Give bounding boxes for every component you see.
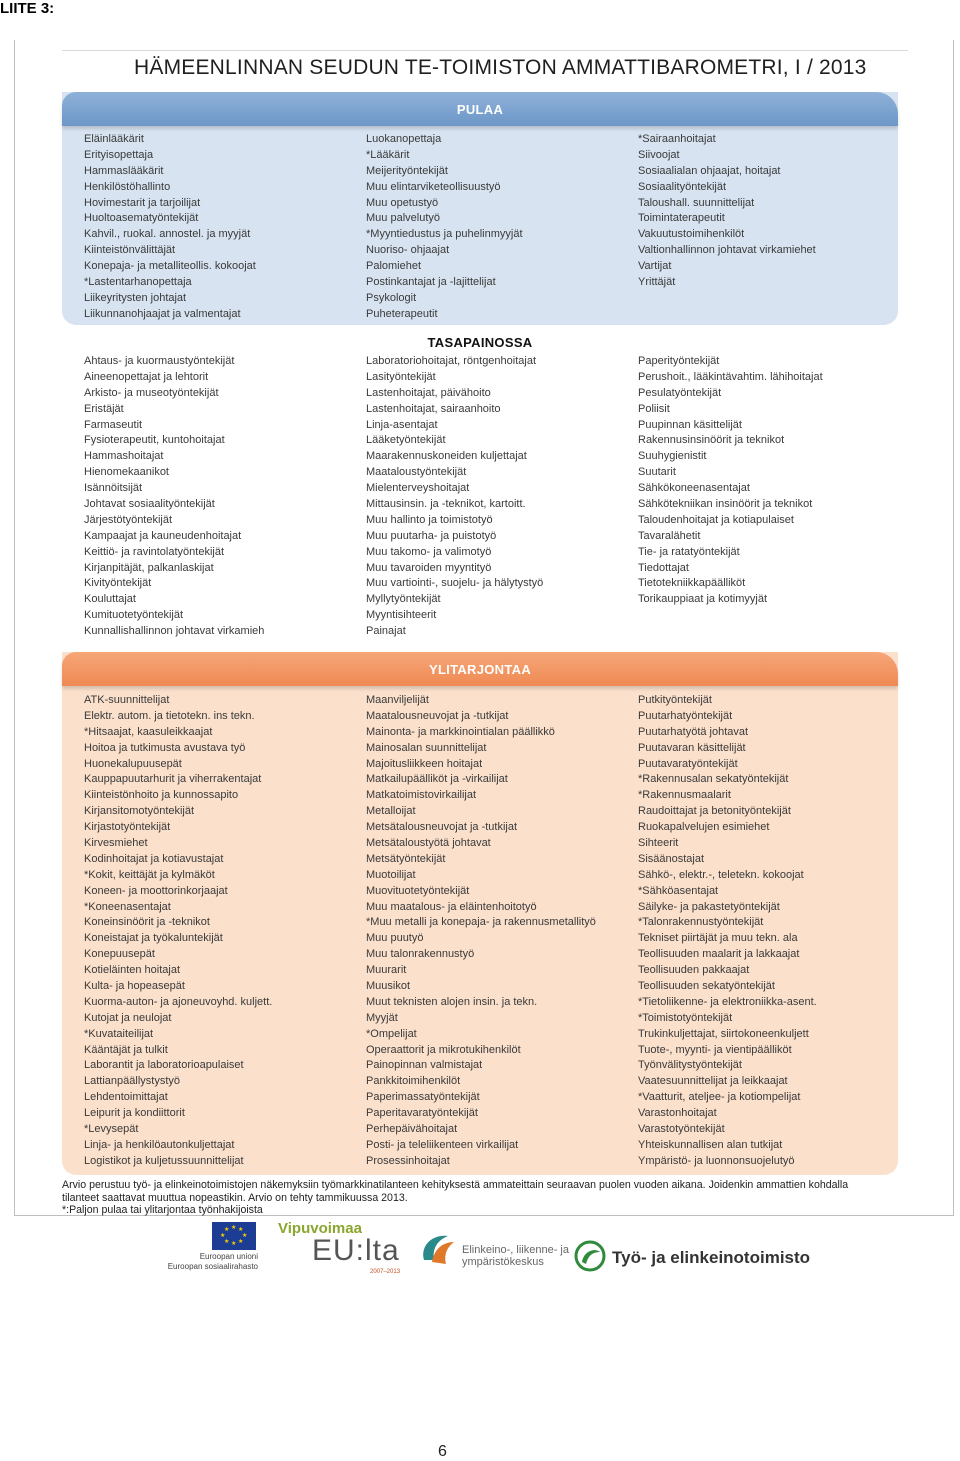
occupation-item: Työnvälitystyöntekijät	[638, 1059, 742, 1072]
section-ylitarjontaa	[62, 652, 898, 1175]
occupation-item: Raudoittajat ja betonityöntekijät	[638, 805, 791, 818]
occupation-item: *Vaatturit, ateljee- ja kotiompelijat	[638, 1091, 801, 1104]
occupation-item: Kuorma-auton- ja ajoneuvoyhd. kuljett.	[84, 995, 273, 1008]
occupation-item: Sihteerit	[638, 837, 679, 850]
occupation-item: Aineenopettajat ja lehtorit	[84, 370, 209, 383]
occupation-item: Kunnallishallinnon johtavat virkamieh	[84, 625, 265, 638]
occupation-item: Laboratoriohoitajat, röntgenhoitajat	[366, 355, 537, 367]
occupation-item: *Tietoliikenne- ja elektroniikka-asent.	[638, 995, 817, 1008]
occupation-item: Luokanopettaja	[366, 133, 442, 145]
occupation-item: Trukinkuljettajat, siirtokoneenkuljett	[638, 1027, 809, 1040]
pulaa-column-3	[638, 132, 816, 291]
footnote-line-1: Arvio perustuu työ- ja elinkeinotoimistojen näkemyksiin työmarkkinatilanteen kehityksestä ammateittain seuraavan puolen vuoden aikana. Joidenkin ammattien kohdalla	[62, 1179, 849, 1191]
occupation-item: Teollisuuden maalarit ja lakkaajat	[638, 948, 800, 961]
occupation-item: Kutojat ja neulojat	[84, 1011, 172, 1024]
occupation-item: Tie- ja ratatyöntekijät	[638, 545, 740, 558]
occupation-item: Muu puutarha- ja puistotyö	[366, 529, 497, 542]
footnote-line-2: tilanteet saattavat muuttua nopeastikin. Arvio on tehty tammikuussa 2013.	[62, 1191, 408, 1204]
occupation-item: Koneen- ja moottorinkorjaajat	[84, 884, 228, 897]
occupation-item: Muurarit	[366, 964, 407, 977]
occupation-item: Kirvesmiehet	[84, 837, 148, 850]
occupation-item: Tekniset piirtäjät ja muu tekn. ala	[638, 932, 798, 945]
ely-line-1: Elinkeino-, liikenne- ja	[462, 1244, 569, 1256]
occupation-item: Metsätaloustyötä johtavat	[366, 837, 491, 850]
occupation-item: Sähkötekniikan insinöörit ja teknikot	[638, 498, 813, 511]
occupation-item: Muusikot	[366, 980, 411, 993]
occupation-item: Konepaja- ja metalliteollis. kokoojat	[84, 260, 256, 273]
occupation-item: Muu palvelutyö	[366, 212, 440, 225]
occupation-item: Muu takomo- ja valimotyö	[366, 545, 492, 558]
occupation-item: Lääketyöntekijät	[366, 434, 446, 447]
occupation-item: Maatalousneuvojat ja -tutkijat	[366, 709, 509, 722]
occupation-item: Lattianpäällystystyö	[84, 1075, 180, 1088]
occupation-item: Paperimassatyöntekijät	[366, 1091, 480, 1104]
tasapainossa-column-1	[84, 354, 264, 640]
occupation-item: Lastenhoitajat, sairaanhoito	[366, 402, 501, 415]
occupation-item: Psykologit	[366, 291, 417, 304]
occupation-item: Vakuutustoimihenkilöt	[638, 228, 745, 241]
occupation-item: Myyjät	[366, 1011, 398, 1024]
occupation-item: *Koneenasentajat	[84, 900, 171, 913]
ylitarjontaa-column-2	[366, 693, 596, 1170]
occupation-item: *Toimistotyöntekijät	[638, 1011, 733, 1024]
occupation-item: Arkisto- ja museotyöntekijät	[84, 386, 219, 399]
occupation-item: Sosiaalialan ohjaajat, hoitajat	[638, 164, 781, 177]
occupation-item: Puupinnan käsittelijät	[638, 418, 742, 431]
occupation-item: Lasityöntekijät	[366, 370, 436, 383]
occupation-item: Teollisuuden sekatyöntekijät	[638, 980, 775, 993]
footnote	[62, 1179, 912, 1217]
occupation-item: Leipurit ja kondiittorit	[84, 1107, 185, 1120]
occupation-item: Tavaralähetit	[638, 529, 701, 542]
occupation-item: Paperityöntekijät	[638, 355, 720, 367]
occupation-item: Matkatoimistovirkailijat	[366, 789, 477, 802]
occupation-item: ATK-suunnittelijat	[84, 694, 170, 706]
occupation-item: Mittausinsin. ja -teknikot, kartoitt.	[366, 498, 526, 511]
occupation-item: Säilyke- ja pakastetyöntekijät	[638, 900, 780, 913]
occupation-item: Kääntäjät ja tulkit	[84, 1043, 168, 1056]
occupation-item: Varastotyöntekijät	[638, 1123, 725, 1136]
occupation-item: Metsätalousneuvojat ja -tutkijat	[366, 821, 518, 834]
ylitarjontaa-column-1	[84, 693, 272, 1170]
occupation-item: Prosessinhoitajat	[366, 1154, 450, 1167]
occupation-item: Henkilöstöhallinto	[84, 180, 171, 193]
occupation-item: Vaatesuunnittelijat ja leikkaajat	[638, 1075, 788, 1088]
occupation-item: *Kuvataiteilijat	[84, 1027, 154, 1040]
occupation-item: Suuhygienistit	[638, 450, 707, 463]
eulta-logo-text: EU:lta	[312, 1234, 400, 1267]
occupation-item: Muu maatalous- ja eläintenhoitotyö	[366, 900, 537, 913]
occupation-item: Kirjastotyöntekijät	[84, 821, 171, 834]
occupation-item: Ympäristö- ja luonnonsuojelutyö	[638, 1154, 795, 1167]
occupation-item: Painajat	[366, 625, 406, 638]
occupation-item: Lastenhoitajat, päivähoito	[366, 386, 491, 399]
occupation-item: Sosiaalityöntekijät	[638, 180, 727, 193]
occupation-item: Maataloustyöntekijät	[366, 466, 467, 479]
occupation-item: Kulta- ja hopeasepät	[84, 980, 185, 993]
occupation-item: Palomiehet	[366, 260, 422, 273]
footnote-line-3: *:Paljon pulaa tai ylitarjontaa työnhakijoista	[62, 1204, 263, 1217]
occupation-item: Puheterapeutit	[366, 307, 438, 320]
occupation-item: *Talonrakennustyöntekijät	[638, 916, 764, 929]
occupation-item: Toimintaterapeutit	[638, 212, 725, 225]
section-tasapainossa	[62, 332, 898, 640]
occupation-item: Koneistajat ja työkaluntekijät	[84, 932, 223, 945]
occupation-item: Poliisit	[638, 402, 670, 415]
ely-line-2: ympäristökeskus	[462, 1256, 544, 1268]
occupation-item: *Ompelijat	[366, 1027, 417, 1040]
occupation-item: Majoitusliikkeen hoitajat	[366, 757, 483, 770]
occupation-item: Mielenterveyshoitajat	[366, 482, 470, 495]
occupation-item: Metsätyöntekijät	[366, 852, 446, 865]
occupation-item: Varastonhoitajat	[638, 1107, 717, 1120]
ylitarjontaa-column-3	[638, 693, 817, 1170]
occupation-item: *Sairaanhoitajat	[638, 133, 716, 145]
occupation-item: Muu opetustyö	[366, 196, 439, 209]
occupation-item: Puutarhatyöntekijät	[638, 709, 733, 722]
occupation-item: Huonekalupuusepät	[84, 757, 182, 770]
occupation-item: Tiedottajat	[638, 561, 689, 574]
occupation-item: Kivityöntekijät	[84, 577, 152, 590]
occupation-item: Hammashoitajat	[84, 450, 164, 463]
section-heading-tasapainossa: TASAPAINOSSA	[427, 335, 533, 350]
section-heading-ylitarjontaa: YLITARJONTAA	[62, 652, 898, 686]
occupation-item: Fysioterapeutit, kuntohoitajat	[84, 434, 225, 447]
occupation-item: Paperitavaratyöntekijät	[366, 1107, 478, 1120]
occupation-item: Muut teknisten alojen insin. ja tekn.	[366, 995, 538, 1008]
occupation-item: Puutavaran käsittelijät	[638, 741, 746, 754]
occupation-item: Muovituotetyöntekijät	[366, 884, 470, 897]
occupation-item: Puutarhatyötä johtavat	[638, 725, 749, 738]
occupation-item: Tuote-, myynti- ja vientipäälliköt	[638, 1043, 792, 1056]
logo-strip	[0, 1218, 960, 1278]
occupation-item: Operaattorit ja mikrotukihenkilöt	[366, 1043, 521, 1056]
occupation-item: Muotoilijat	[366, 868, 416, 881]
occupation-item: Linja- ja henkilöautonkuljettajat	[84, 1138, 235, 1151]
occupation-item: Mainonta- ja markkinointialan päällikkö	[366, 725, 555, 738]
occupation-item: Vartijat	[638, 260, 672, 273]
occupation-item: *Kokit, keittäjät ja kylmäköt	[84, 868, 215, 881]
occupation-item: *Myyntiedustus ja puhelinmyyjät	[366, 228, 523, 241]
te-office-icon	[574, 1240, 606, 1272]
occupation-item: Liikeyritysten johtajat	[84, 291, 187, 304]
occupation-item: Erityisopettaja	[84, 148, 154, 161]
occupation-item: Hienomekaanikot	[84, 466, 169, 479]
occupation-item: Keittiö- ja ravintolatyöntekijät	[84, 545, 225, 558]
occupation-item: Huoltoasematyöntekijät	[84, 212, 199, 225]
occupation-item: Myllytyöntekijät	[366, 593, 441, 606]
occupation-item: Yhteiskunnallisen alan tutkijat	[638, 1138, 783, 1151]
occupation-item: Muu talonrakennustyö	[366, 948, 475, 961]
occupation-item: *Muu metalli ja konepaja- ja rakennusmetallityö	[366, 916, 596, 929]
occupation-item: Pesulatyöntekijät	[638, 386, 722, 399]
pulaa-column-2	[366, 132, 523, 323]
top-divider	[62, 50, 908, 51]
occupation-item: Taloushall. suunnittelijat	[638, 196, 755, 209]
occupation-item: Perhepäivähoitajat	[366, 1123, 458, 1136]
occupation-item: Konepuusepät	[84, 948, 155, 961]
occupation-item: Kirjansitomotyöntekijät	[84, 805, 195, 818]
occupation-item: Lehdentoimittajat	[84, 1091, 168, 1104]
occupation-item: Sähkökoneenasentajat	[638, 482, 750, 495]
occupation-item: Kahvil., ruokal. annostel. ja myyjät	[84, 228, 251, 241]
occupation-item: Hammaslääkärit	[84, 164, 164, 177]
occupation-item: Painopinnan valmistajat	[366, 1059, 483, 1072]
occupation-item: Nuoriso- ohjaajat	[366, 244, 450, 257]
eu-flag-icon: ★ ★ ★ ★ ★ ★ ★ ★	[212, 1222, 256, 1250]
occupation-item: Elektr. autom. ja tietotekn. ins tekn.	[84, 709, 255, 722]
occupation-item: Koneinsinöörit ja -teknikot	[84, 916, 210, 929]
occupation-item: Linja-asentajat	[366, 418, 438, 431]
occupation-item: Taloudenhoitajat ja kotiapulaiset	[638, 513, 794, 526]
eu-line-1: Euroopan unioni	[199, 1252, 258, 1261]
occupation-item: Sisäänostajat	[638, 852, 705, 865]
te-office-logo-text: Työ- ja elinkeinotoimisto	[612, 1248, 811, 1267]
eulta-years: 2007–2013	[370, 1269, 401, 1275]
eu-logo-text	[166, 1252, 258, 1272]
occupation-item: Sähkö-, elektr.-, teletekn. kokoojat	[638, 868, 804, 881]
occupation-item: *Lastentarhanopettaja	[84, 276, 192, 289]
appendix-label: LIITE 3:	[0, 0, 55, 17]
occupation-item: Muu tavaroiden myyntityö	[366, 561, 492, 574]
occupation-item: Johtavat sosiaalityöntekijät	[84, 498, 215, 511]
occupation-item: Metalloijat	[366, 805, 416, 818]
section-heading-pulaa: PULAA	[62, 92, 898, 126]
occupation-item: Suutarit	[638, 466, 676, 479]
occupation-item: Torikauppiaat ja kotimyyjät	[638, 593, 768, 606]
occupation-item: Kouluttajat	[84, 593, 136, 606]
occupation-item: Logistikot ja kuljetussuunnittelijat	[84, 1154, 244, 1167]
occupation-item: *Levysepät	[84, 1123, 139, 1136]
occupation-item: Ahtaus- ja kuormaustyöntekijät	[84, 355, 235, 367]
occupation-item: Hoitoa ja tutkimusta avustava työ	[84, 741, 246, 754]
occupation-item: Valtionhallinnon johtavat virkamiehet	[638, 244, 816, 257]
occupation-item: Muu vartiointi-, suojelu- ja hälytystyö	[366, 577, 544, 590]
occupation-item: Hovimestarit ja tarjoilijat	[84, 196, 201, 209]
ely-centre-icon	[418, 1230, 456, 1268]
occupation-item: Puutavaratyöntekijät	[638, 757, 738, 770]
occupation-item: Kumituotetyöntekijät	[84, 609, 184, 622]
occupation-item: Meijerityöntekijät	[366, 164, 448, 177]
occupation-item: Kirjanpitäjät, palkanlaskijat	[84, 561, 214, 574]
occupation-item: Kiinteistönvälittäjät	[84, 244, 176, 257]
occupation-item: *Sähköasentajat	[638, 884, 719, 897]
vipuvoimaa-logo-text: Vipuvoimaa	[278, 1220, 362, 1237]
occupation-item: Farmaseutit	[84, 418, 143, 431]
occupation-item: Mainosalan suunnittelijat	[366, 741, 487, 754]
tasapainossa-column-3	[638, 354, 823, 608]
occupation-item: Siivoojat	[638, 148, 680, 161]
occupation-item: Isännöitsijät	[84, 482, 143, 495]
occupation-item: Muu elintarviketeollisuustyö	[366, 180, 501, 193]
occupation-item: Kiinteistönhoito ja kunnossapito	[84, 789, 239, 802]
tasapainossa-column-2	[366, 354, 543, 640]
eu-line-2: Euroopan sosiaalirahasto	[167, 1262, 258, 1271]
occupation-item: Rakennusinsinöörit ja teknikot	[638, 434, 785, 447]
occupation-item: Kauppapuutarhurit ja viherrakentajat	[84, 773, 262, 786]
occupation-item: Putkityöntekijät	[638, 694, 712, 706]
occupation-item: Tietotekniikkapäälliköt	[638, 577, 746, 590]
occupation-item: *Rakennusalan sekatyöntekijät	[638, 773, 789, 786]
occupation-item: Kampaajat ja kauneudenhoitajat	[84, 529, 242, 542]
occupation-item: Yrittäjät	[638, 276, 676, 289]
occupation-item: Kodinhoitajat ja kotiavustajat	[84, 852, 224, 865]
section-pulaa	[62, 92, 898, 325]
occupation-item: Järjestötyöntekijät	[84, 513, 173, 526]
occupation-item: Posti- ja teleliikenteen virkailijat	[366, 1138, 519, 1151]
occupation-item: Eristäjät	[84, 402, 124, 415]
occupation-item: *Hitsaajat, kaasuleikkaajat	[84, 725, 213, 738]
occupation-item: Maanviljelijät	[366, 694, 429, 706]
occupation-item: Eläinlääkärit	[84, 133, 144, 145]
occupation-item: Ruokapalvelujen esimiehet	[638, 821, 770, 834]
pulaa-column-1	[84, 132, 256, 323]
ely-logo-text	[462, 1244, 569, 1268]
occupation-item: Muu puutyö	[366, 932, 424, 945]
occupation-item: Liikunnanohjaajat ja valmentajat	[84, 307, 241, 320]
occupation-item: Teollisuuden pakkaajat	[638, 964, 750, 977]
occupation-item: *Lääkärit	[366, 148, 410, 161]
occupation-item: Perushoit., lääkintävahtim. lähihoitajat	[638, 370, 823, 383]
occupation-item: Muu hallinto ja toimistotyö	[366, 513, 493, 526]
page-title: HÄMEENLINNAN SEUDUN TE-TOIMISTON AMMATTIBAROMETRI, I / 2013	[134, 56, 867, 79]
occupation-item: Myyntisihteerit	[366, 609, 437, 622]
occupation-item: *Rakennusmaalarit	[638, 789, 731, 802]
occupation-item: Laborantit ja laboratorioapulaiset	[84, 1059, 244, 1072]
occupation-item: Pankkitoimihenkilöt	[366, 1075, 461, 1088]
occupation-item: Matkailupäälliköt ja -virkailijat	[366, 773, 508, 786]
occupation-item: Kotieläinten hoitajat	[84, 964, 181, 977]
occupation-item: Maarakennuskoneiden kuljettajat	[366, 450, 527, 463]
occupation-item: Postinkantajat ja -lajittelijat	[366, 276, 496, 289]
page-number: 6	[438, 1443, 447, 1460]
